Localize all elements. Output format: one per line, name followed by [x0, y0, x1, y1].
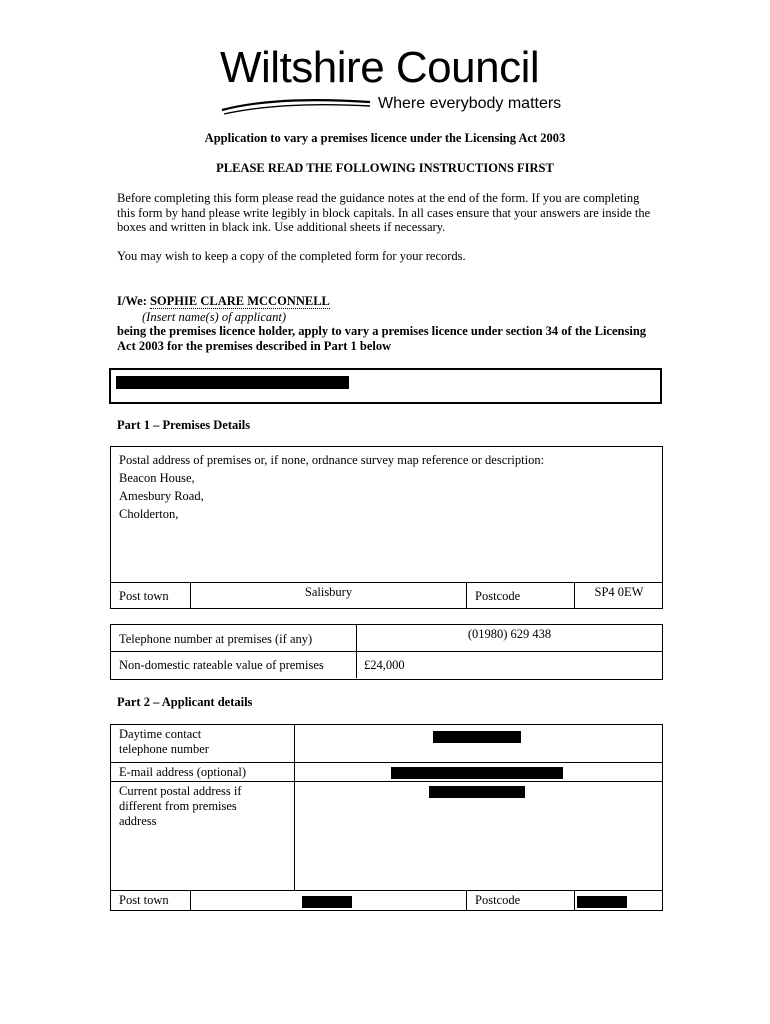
rateable-label: Non-domestic rateable value of premises: [119, 658, 324, 672]
redacted-current-address[interactable]: [429, 786, 525, 798]
applicant-label: I/We:: [117, 294, 147, 308]
copy-note: You may wish to keep a copy of the completed form for your records.: [117, 249, 466, 263]
col-divider: [294, 725, 295, 890]
premises-address-box[interactable]: [110, 446, 663, 609]
col-divider: [466, 890, 467, 910]
council-logo-tagline: Where everybody matters: [378, 95, 562, 112]
logo-swoosh-icon: [220, 96, 380, 118]
post-town-label: Post town: [119, 589, 169, 603]
post-town-label: Post town: [119, 893, 169, 907]
current-address-label: Current postal address if different from premises address: [119, 784, 242, 828]
telephone-value[interactable]: (01980) 629 438: [467, 627, 552, 641]
postcode-label: Postcode: [475, 589, 521, 603]
declaration-text: being the premises licence holder, apply to vary a premises licence under section 34 of the Licensing Act 2003 for the premises described in Part 1 below: [117, 324, 647, 353]
licence-reference-box[interactable]: [109, 368, 662, 404]
postcode-value[interactable]: SP4 0EW: [594, 585, 644, 599]
row-divider: [111, 651, 662, 652]
col-divider: [466, 582, 467, 608]
premises-contact-table: [110, 624, 663, 680]
address-line: Cholderton,: [119, 507, 179, 521]
postcode-label: Postcode: [475, 893, 521, 907]
redacted-post-town[interactable]: [302, 896, 352, 908]
email-label: E-mail address (optional): [119, 765, 247, 779]
row-divider: [111, 781, 662, 782]
redacted-email[interactable]: [391, 767, 563, 779]
applicant-details-table: [110, 724, 663, 911]
instructions-text: Before completing this form please read the guidance notes at the end of the form. If you are completing this form by hand please write legibly in block capitals. In all cases ensure that your answers are inside the boxes and written in black ink. Use additional sheets if necessary.: [117, 191, 651, 235]
col-divider: [574, 890, 575, 910]
redacted-daytime-phone[interactable]: [433, 731, 521, 743]
applicant-hint: (Insert name(s) of applicant): [142, 310, 287, 324]
rateable-value[interactable]: £24,000: [364, 658, 405, 672]
address-label: Postal address of premises or, if none, ordnance survey map reference or description:: [119, 453, 545, 467]
council-logo-title: Wiltshire Council: [220, 43, 540, 92]
applicant-line: [117, 294, 657, 309]
form-title: Application to vary a premises licence under the Licensing Act 2003: [204, 131, 566, 145]
applicant-name: SOPHIE CLARE MCCONNELL: [149, 294, 330, 308]
part1-heading: Part 1 – Premises Details: [117, 418, 251, 432]
instructions-heading: PLEASE READ THE FOLLOWING INSTRUCTIONS FIRST: [216, 161, 554, 175]
telephone-label: Telephone number at premises (if any): [119, 632, 313, 646]
redacted-licence-number: [116, 376, 349, 389]
redacted-postcode[interactable]: [577, 896, 627, 908]
row-divider: [111, 890, 662, 891]
address-line: Amesbury Road,: [119, 489, 204, 503]
daytime-phone-label: Daytime contact telephone number: [119, 727, 209, 756]
part2-heading: Part 2 – Applicant details: [117, 695, 253, 709]
col-divider: [190, 890, 191, 910]
post-town-value[interactable]: Salisbury: [304, 585, 353, 599]
address-line: Beacon House,: [119, 471, 195, 485]
